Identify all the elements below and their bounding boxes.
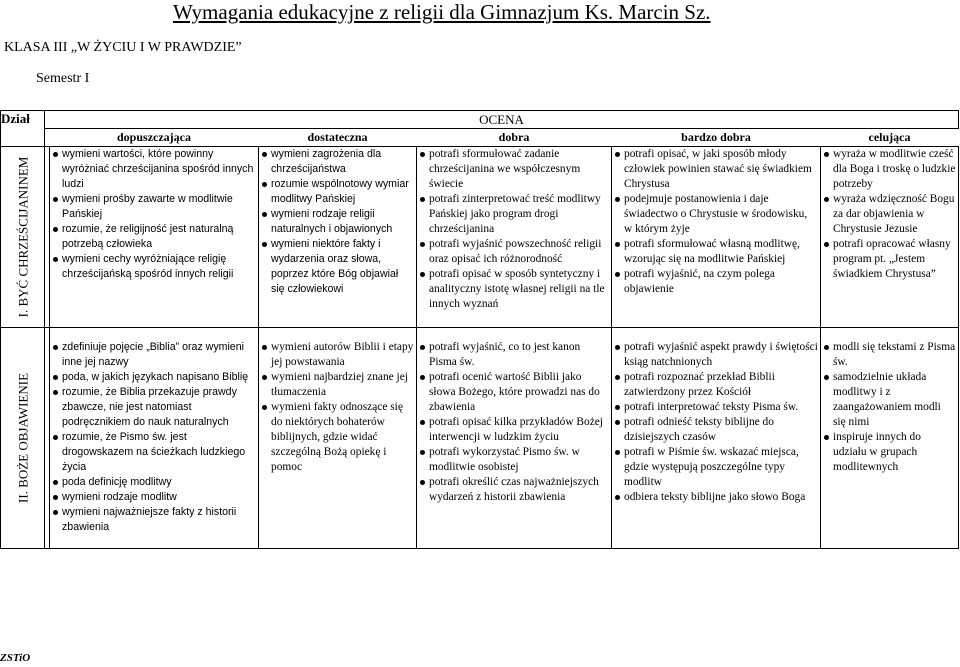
ocena-header: OCENA: [45, 111, 959, 129]
requirement-item: wymieni najważniejsze fakty z historii zbawienia: [50, 505, 256, 535]
cell-bardzo-dobra: [612, 147, 821, 328]
requirement-item: potrafi w Piśmie św. wskazać miejsca, gdzie występują poszczególne typy modlitw: [612, 445, 818, 490]
cell-dopuszczajaca: [50, 147, 259, 328]
level-celujaca: celująca: [868, 130, 911, 144]
cell-celujaca: [821, 328, 959, 549]
requirement-item: wymieni rodzaje modlitw: [50, 490, 256, 505]
level-dopuszczajaca: dopuszczająca: [117, 130, 191, 144]
requirement-item: potrafi wyjaśnić powszechność religii oraz opisać ich różnorodność: [417, 237, 609, 267]
requirement-item: wymieni niektóre fakty i wydarzenia oraz słowa, poprzez które Bóg objawiał się człowiekowi: [259, 237, 414, 297]
cell-celujaca: [821, 147, 959, 328]
semester-heading: Semestr I: [36, 71, 90, 86]
requirement-item: potrafi sformułować własną modlitwę, wzorując się na modlitwie Pańskiej: [612, 237, 818, 267]
cell-dostateczna: [259, 328, 417, 549]
level-dobra: dobra: [498, 130, 530, 144]
requirement-item: zdefiniuje pojęcie „Biblia” oraz wymieni inne jej nazwy: [50, 340, 256, 370]
requirement-item: wymieni cechy wyróżniające religię chrześcijańską spośród innych religii: [50, 252, 256, 282]
requirement-item: potrafi opisać kilka przykładów Bożej interwencji w ludzkim życiu: [417, 415, 609, 445]
requirement-item: potrafi wykorzystać Pismo św. w modlitwie osobistej: [417, 445, 609, 475]
requirement-item: potrafi opracować własny program pt. „Jestem świadkiem Chrystusa”: [821, 237, 956, 282]
section-label-cell: [1, 147, 45, 328]
requirement-item: potrafi wyjaśnić, co to jest kanon Pisma św.: [417, 340, 609, 370]
requirement-item: potrafi ocenić wartość Biblii jako słowa Bożego, które prowadzi nas do zbawienia: [417, 370, 609, 415]
requirement-item: rozumie, że Biblia przekazuje prawdy zbawcze, nie jest natomiast podręcznikiem do nauk naturalnych: [50, 385, 256, 430]
requirement-item: wyraża wdzięczność Bogu za dar objawienia w Chrystusie Jezusie: [821, 192, 956, 237]
requirement-item: modli się tekstami z Pisma św.: [821, 340, 956, 370]
requirement-item: potrafi wyjaśnić, na czym polega objawienie: [612, 267, 818, 297]
cell-dobra: [417, 147, 612, 328]
requirement-item: wyraża w modlitwie cześć dla Boga i troskę o ludzkie potrzeby: [821, 147, 956, 192]
level-bardzo-dobra: bardzo dobra: [681, 130, 751, 144]
requirement-item: inspiruje innych do udziału w grupach modlitewnych: [821, 430, 956, 475]
requirement-item: potrafi określić czas najważniejszych wydarzeń z historii zbawienia: [417, 475, 609, 505]
requirement-item: odbiera teksty biblijne jako słowo Boga: [612, 490, 818, 505]
requirement-item: wymieni najbardziej znane jej tłumaczenia: [259, 370, 414, 400]
cell-dobra: [417, 328, 612, 549]
requirement-item: rozumie, że Pismo św. jest drogowskazem na ścieżkach ludzkiego życia: [50, 430, 256, 475]
requirement-item: potrafi rozpoznać przekład Biblii zatwierdzony przez Kościół: [612, 370, 818, 400]
requirement-item: potrafi zinterpretować treść modlitwy Pańskiej jako program drogi chrześcijanina: [417, 192, 609, 237]
requirement-item: rozumie wspólnotowy wymiar modlitwy Pańskiej: [259, 177, 414, 207]
requirement-item: potrafi opisać w sposób syntetyczny i analityczny istotę własnej religii na tle innych wyznań: [417, 267, 609, 312]
requirement-item: wymieni wartości, które powinny wyróżniać chrześcijanina spośród innych ludzi: [50, 147, 256, 192]
requirement-item: wymieni autorów Biblii i etapy jej powstawania: [259, 340, 414, 370]
section-label-cell: [1, 328, 45, 549]
requirement-item: poda definicję modlitwy: [50, 475, 256, 490]
cell-dostateczna: [259, 147, 417, 328]
requirement-item: potrafi wyjaśnić aspekt prawdy i świętości ksiąg natchnionych: [612, 340, 818, 370]
requirement-item: potrafi odnieść teksty biblijne do dzisiejszych czasów: [612, 415, 818, 445]
cell-bardzo-dobra: [612, 328, 821, 549]
document-title: Wymagania edukacyjne z religii dla Gimnazjum Ks. Marcin Sz.: [173, 0, 711, 24]
requirement-item: wymieni rodzaje religii naturalnych i objawionych: [259, 207, 414, 237]
requirement-item: wymieni prośby zawarte w modlitwie Pańskiej: [50, 192, 256, 222]
class-heading: KLASA III „W ŻYCIU I W PRAWDZIE”: [4, 40, 242, 55]
requirement-item: podejmuje postanowienia i daje świadectwo o Chrystusie w środowisku, w którym żyje: [612, 192, 818, 237]
section-title: II. BOŻE OBJAWIENIE: [15, 372, 30, 504]
requirement-item: potrafi opisać, w jaki sposób młody człowiek powinien stawać się świadkiem Chrystusa: [612, 147, 818, 192]
section-row: [1, 147, 959, 328]
requirement-item: poda, w jakich językach napisano Biblię: [50, 370, 256, 385]
requirement-item: potrafi interpretować teksty Pisma św.: [612, 400, 818, 415]
requirement-item: wymieni zagrożenia dla chrześcijaństwa: [259, 147, 414, 177]
footer-mark: ZSTiO: [0, 652, 31, 664]
requirement-item: rozumie, że religijność jest naturalną potrzebą człowieka: [50, 222, 256, 252]
requirement-item: samodzielnie układa modlitwy i z zaangażowaniem modli się nimi: [821, 370, 956, 430]
dzial-header: Dział: [1, 111, 45, 147]
requirement-item: wymieni fakty odnoszące się do niektórych bohaterów biblijnych, gdzie widać szczególną Bożą opiekę i pomoc: [259, 400, 414, 475]
section-title: I. BYĆ CHRZEŚCIJANINEM: [15, 156, 30, 318]
requirements-table: [0, 110, 959, 549]
level-dostateczna: dostateczna: [307, 130, 368, 144]
requirement-item: potrafi sformułować zadanie chrześcijanina we współczesnym świecie: [417, 147, 609, 192]
section-row: [1, 328, 959, 549]
cell-dopuszczajaca: [50, 328, 259, 549]
